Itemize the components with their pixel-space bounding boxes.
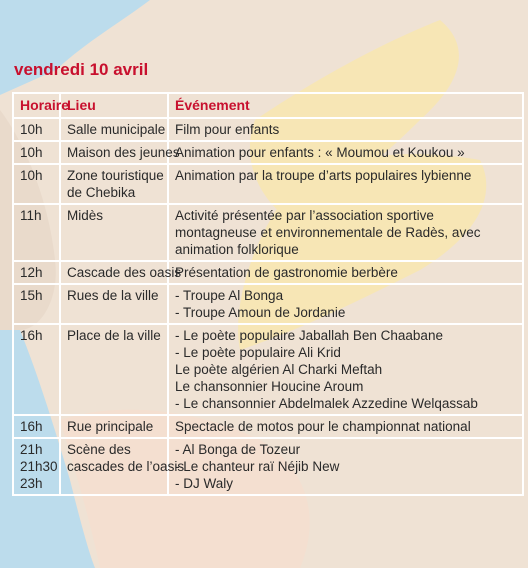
table-row (13, 261, 523, 284)
time-cell-line: 21h (20, 442, 43, 457)
event-cell (168, 284, 523, 324)
time-cell (13, 324, 60, 415)
event-cell-line: montagneuse et environnementale de Radès, avec (175, 225, 481, 240)
event-cell-line: - Le chansonnier Abdelmalek Azzedine Welqassab (175, 396, 478, 411)
place-cell (60, 164, 168, 204)
time-cell-line: 16h (20, 328, 43, 343)
header-time: Horaire (13, 93, 60, 118)
event-cell-line: Activité présentée par l’association sportive (175, 208, 434, 223)
day-title: vendredi 10 avril (14, 60, 149, 79)
place-cell-line: Cascade des oasis (67, 265, 182, 280)
time-cell (13, 415, 60, 438)
place-cell-line: cascades de l’oasis (67, 459, 185, 474)
event-cell-line: Film pour enfants (175, 122, 280, 137)
time-cell-line: 12h (20, 265, 43, 280)
time-cell (13, 164, 60, 204)
time-cell (13, 438, 60, 495)
place-cell-line: Midès (67, 208, 104, 223)
time-cell-line: 11h (20, 208, 42, 223)
place-cell-line: Salle municipale (67, 122, 166, 137)
table-row (13, 118, 523, 141)
time-cell-line: 16h (20, 419, 43, 434)
time-cell-line: 10h (20, 145, 43, 160)
place-cell-line: Place de la ville (67, 328, 161, 343)
time-cell (13, 284, 60, 324)
event-cell-line: - Troupe Al Bonga (175, 288, 284, 303)
event-cell-line: Présentation de gastronomie berbère (175, 265, 398, 280)
place-cell-line: Scène des (67, 442, 131, 457)
event-cell-line: - Troupe Amoun de Jordanie (175, 305, 346, 320)
event-cell (168, 324, 523, 415)
event-cell-line: Animation par la troupe d’arts populaires lybienne (175, 168, 472, 183)
event-cell-line: - DJ Waly (175, 476, 233, 491)
time-cell-line: 21h30 (20, 459, 58, 474)
event-cell-line: Le chansonnier Houcine Aroum (175, 379, 364, 394)
schedule-table (12, 92, 524, 496)
event-cell (168, 438, 523, 495)
table-row (13, 415, 523, 438)
place-cell (60, 438, 185, 495)
event-cell-line: - Le poète populaire Ali Krid (175, 345, 341, 360)
table-header-row (13, 93, 523, 118)
time-cell-line: 10h (20, 168, 43, 183)
place-cell (60, 261, 182, 284)
event-cell-line: - Al Bonga de Tozeur (175, 442, 301, 457)
time-cell-line: 15h (20, 288, 43, 303)
place-cell (60, 118, 168, 141)
event-cell-line: Le poète algérien Al Charki Meftah (175, 362, 383, 377)
place-cell-line: de Chebika (67, 185, 136, 200)
event-cell (168, 204, 523, 261)
time-cell (13, 261, 60, 284)
event-cell (168, 261, 523, 284)
time-cell (13, 118, 60, 141)
event-cell-line: - Le poète populaire Jaballah Ben Chaabane (175, 328, 443, 343)
time-cell-line: 23h (20, 476, 43, 491)
event-cell-line: - Le chanteur raï Néjib New (175, 459, 340, 474)
event-cell (168, 118, 523, 141)
place-cell (60, 284, 168, 324)
table-row (13, 204, 523, 261)
event-cell-line: animation folklorique (175, 242, 299, 257)
table-row (13, 284, 523, 324)
event-cell (168, 141, 523, 164)
place-cell (60, 141, 180, 164)
place-cell-line: Rues de la ville (67, 288, 159, 303)
event-cell-line: Animation pour enfants : « Moumou et Koukou » (175, 145, 465, 160)
time-cell-line: 10h (20, 122, 43, 137)
table-row (13, 438, 523, 495)
place-cell (60, 324, 168, 415)
place-cell-line: Maison des jeunes (67, 145, 180, 160)
place-cell (60, 415, 168, 438)
place-cell (60, 204, 168, 261)
table-row (13, 141, 523, 164)
header-event: Événement (168, 93, 523, 118)
time-cell (13, 141, 60, 164)
schedule-body (13, 118, 523, 495)
header-place: Lieu (60, 93, 168, 118)
table-row (13, 324, 523, 415)
time-cell (13, 204, 60, 261)
place-cell-line: Zone touristique (67, 168, 164, 183)
table-row (13, 164, 523, 204)
event-cell (168, 164, 523, 204)
place-cell-line: Rue principale (67, 419, 154, 434)
event-cell (168, 415, 523, 438)
event-cell-line: Spectacle de motos pour le championnat national (175, 419, 471, 434)
